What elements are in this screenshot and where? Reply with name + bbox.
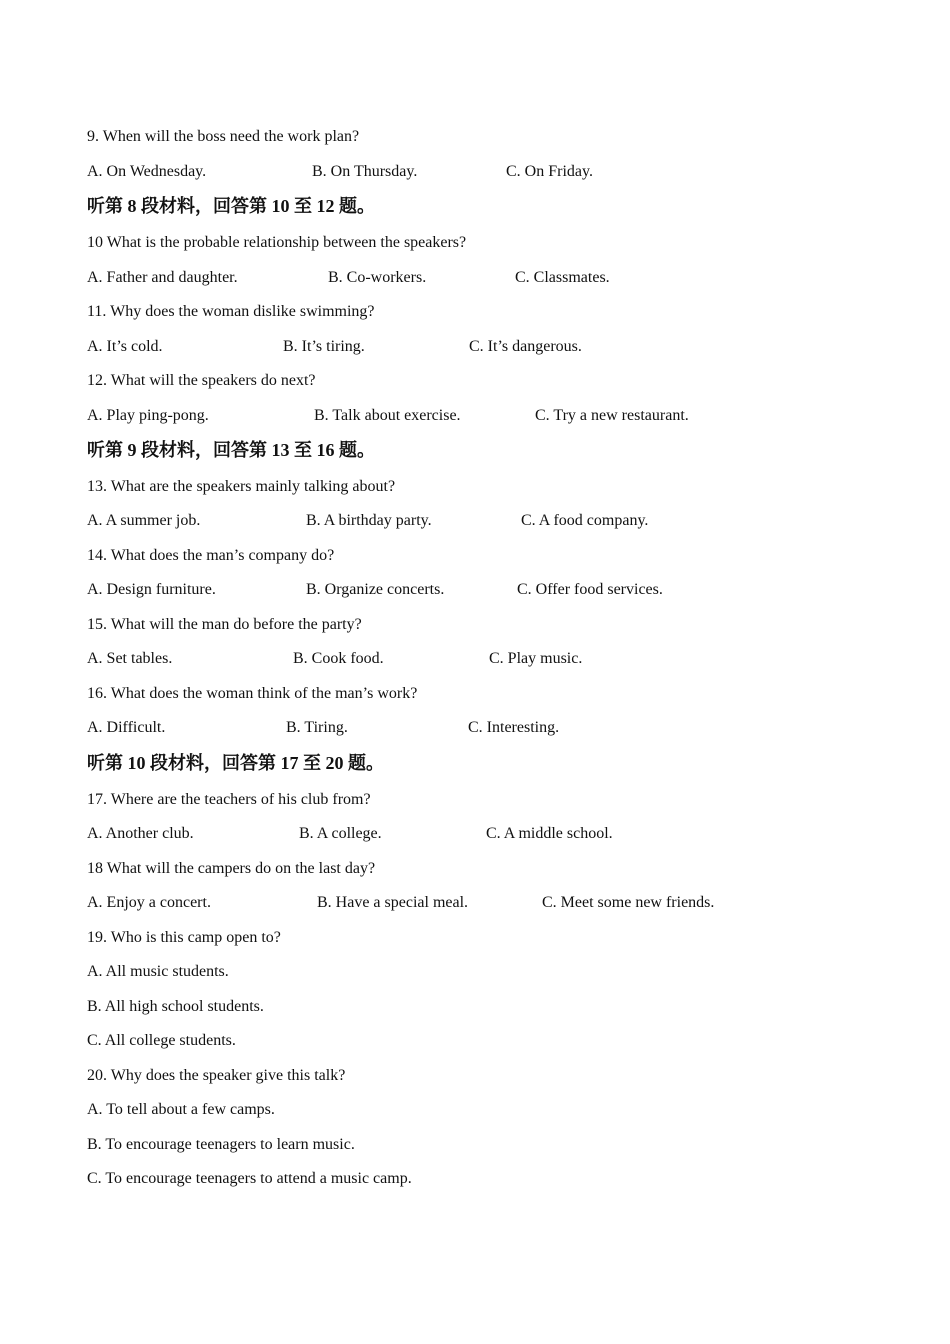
option-19-b: B. All high school students. xyxy=(87,998,264,1015)
option-c: C. Try a new restaurant. xyxy=(535,407,689,424)
section-heading-10: 听第 10 段材料，回答第 17 至 20 题。 xyxy=(87,753,384,773)
option-a: A. Enjoy a concert. xyxy=(87,894,211,911)
option-20-c: C. To encourage teenagers to attend a music camp. xyxy=(87,1170,412,1187)
option-b: B. It’s tiring. xyxy=(283,338,365,355)
option-19-a: A. All music students. xyxy=(87,963,229,980)
option-b: B. A college. xyxy=(299,825,382,842)
option-b: B. Have a special meal. xyxy=(317,894,469,911)
option-c: C. On Friday. xyxy=(506,163,593,180)
option-a: A. Play ping-pong. xyxy=(87,407,209,424)
question-14: 14. What does the man’s company do? xyxy=(87,547,335,564)
option-b: B. Talk about exercise. xyxy=(314,407,461,424)
option-a: A. Another club. xyxy=(87,825,194,842)
option-c: C. Play music. xyxy=(489,650,583,667)
option-a: A. Set tables. xyxy=(87,650,173,667)
question-19: 19. Who is this camp open to? xyxy=(87,929,281,946)
option-b: B. A birthday party. xyxy=(306,512,432,529)
option-b: B. On Thursday. xyxy=(312,163,418,180)
option-c: C. Offer food services. xyxy=(517,581,663,598)
option-a: A. A summer job. xyxy=(87,512,201,529)
option-20-a: A. To tell about a few camps. xyxy=(87,1101,275,1118)
question-18: 18 What will the campers do on the last day? xyxy=(87,860,376,877)
question-9: 9. When will the boss need the work plan? xyxy=(87,128,360,145)
question-15: 15. What will the man do before the party? xyxy=(87,616,362,633)
question-16: 16. What does the woman think of the man’s work? xyxy=(87,685,418,702)
option-b: B. Tiring. xyxy=(286,719,348,736)
option-c: C. Classmates. xyxy=(515,269,610,286)
option-19-c: C. All college students. xyxy=(87,1032,236,1049)
option-c: C. It’s dangerous. xyxy=(469,338,582,355)
question-13: 13. What are the speakers mainly talking about? xyxy=(87,478,396,495)
option-b: B. Cook food. xyxy=(293,650,384,667)
option-c: C. A food company. xyxy=(521,512,649,529)
option-a: A. Father and daughter. xyxy=(87,269,238,286)
question-12: 12. What will the speakers do next? xyxy=(87,372,316,389)
question-11: 11. Why does the woman dislike swimming? xyxy=(87,303,375,320)
section-heading-8: 听第 8 段材料，回答第 10 至 12 题。 xyxy=(87,196,375,216)
question-17: 17. Where are the teachers of his club from? xyxy=(87,791,371,808)
option-c: C. Meet some new friends. xyxy=(542,894,715,911)
question-10: 10 What is the probable relationship between the speakers? xyxy=(87,234,467,251)
option-b: B. Organize concerts. xyxy=(306,581,445,598)
option-c: C. A middle school. xyxy=(486,825,613,842)
option-a: A. Difficult. xyxy=(87,719,166,736)
option-a: A. Design furniture. xyxy=(87,581,216,598)
option-c: C. Interesting. xyxy=(468,719,560,736)
option-a: A. It’s cold. xyxy=(87,338,163,355)
option-a: A. On Wednesday. xyxy=(87,163,207,180)
option-20-b: B. To encourage teenagers to learn music. xyxy=(87,1136,355,1153)
option-b: B. Co-workers. xyxy=(328,269,427,286)
question-20: 20. Why does the speaker give this talk? xyxy=(87,1067,346,1084)
section-heading-9: 听第 9 段材料，回答第 13 至 16 题。 xyxy=(87,440,375,460)
